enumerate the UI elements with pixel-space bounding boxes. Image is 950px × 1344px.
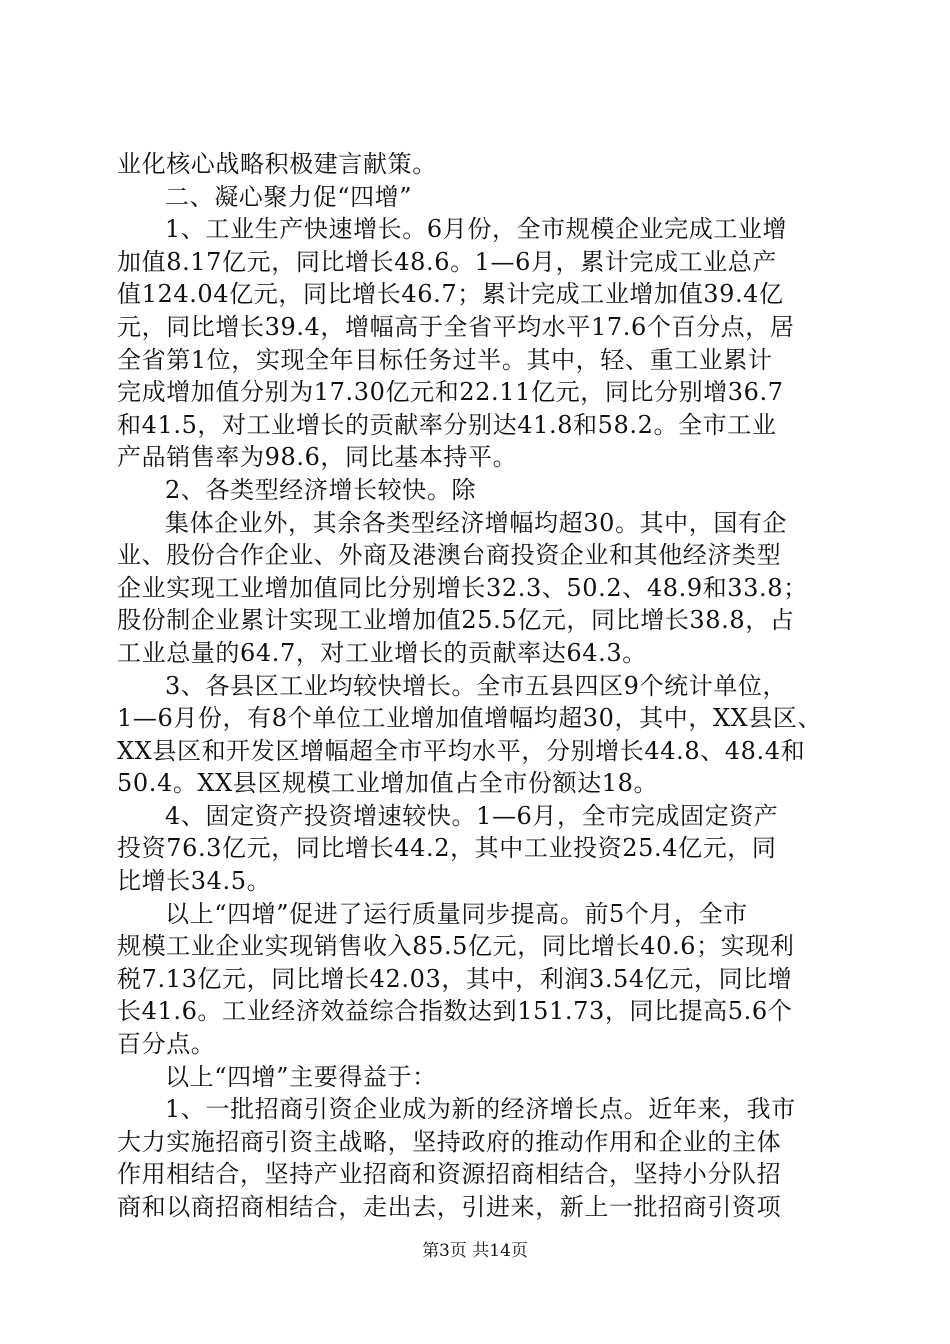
text-line: 全省第1位，实现全年目标任务过半。其中，轻、重工业累计 — [117, 345, 773, 374]
text-line: 商和以商招商相结合，走出去，引进来，新上一批招商引资项 — [117, 1193, 782, 1221]
section-heading: 二、凝心聚力促“四增” — [165, 182, 413, 211]
text-line: 3、各县区工业均较快增长。全市五县四区9个统计单位， — [165, 671, 788, 700]
text-line: 元，同比增长39.4，增幅高于全省平均水平17.6个百分点，居 — [117, 312, 795, 341]
text-line: 作用相结合，坚持产业招商和资源招商相结合，坚持小分队招 — [117, 1160, 782, 1189]
text-line: 50.4。XX县区规模工业增加值占全市份额达18。 — [117, 769, 659, 798]
text-line: 股份制企业累计实现工业增加值25.5亿元，同比增长38.8，占 — [117, 606, 795, 635]
page-number-footer: 第3页 共14页 — [422, 1241, 528, 1261]
text-line: 规模工业企业实现销售收入85.5亿元，同比增长40.6；实现利 — [117, 932, 795, 961]
text-line: 1、一批招商引资企业成为新的经济增长点。近年来，我市 — [165, 1095, 796, 1124]
text-line: 业化核心战略积极建言献策。 — [117, 150, 437, 178]
text-line: 税7.13亿元，同比增长42.03，其中，利润3.54亿元，同比增 — [117, 964, 793, 993]
text-line: 和41.5，对工业增长的贡献率分别达41.8和58.2。全市工业 — [117, 410, 777, 439]
text-line: 集体企业外，其余各类型经济增幅均超30。其中，国有企 — [165, 508, 788, 537]
text-line: 以上“四增”主要得益于： — [165, 1062, 437, 1091]
text-line: 1—6月份，有8个单位工业增加值增幅均超30，其中，XX县区、 — [117, 704, 823, 733]
text-line: 长41.6。工业经济效益综合指数达到151.73，同比提高5.6个 — [117, 997, 793, 1026]
text-line: 1、工业生产快速增长。6月份，全市规模企业完成工业增 — [165, 215, 788, 244]
text-line: 4、固定资产投资增速较快。1—6月，全市完成固定资产 — [165, 801, 779, 830]
text-line: 以上“四增”促进了运行质量同步提高。前5个月，全市 — [165, 899, 748, 928]
text-line: 工业总量的64.7，对工业增长的贡献率达64.3。 — [117, 638, 647, 667]
text-line: 大力实施招商引资主战略，坚持政府的推动作用和企业的主体 — [117, 1127, 782, 1156]
text-line: 2、各类型经济增长较快。除 — [165, 475, 477, 504]
text-line: 完成增加值分别为17.30亿元和22.11亿元，同比分别增36.7 — [117, 378, 784, 407]
text-line: 业、股份合作企业、外商及港澳台商投资企业和其他经济类型 — [117, 541, 782, 570]
text-line: 投资76.3亿元，同比增长44.2，其中工业投资25.4亿元，同 — [117, 834, 777, 863]
text-line: 比增长34.5。 — [117, 867, 272, 896]
text-line: 加值8.17亿元，同比增长48.6。1—6月，累计完成工业总产 — [117, 247, 778, 276]
text-line: 产品销售率为98.6，同比基本持平。 — [117, 443, 518, 472]
text-line: 企业实现工业增加值同比分别增长32.3、50.2、48.9和33.8； — [117, 573, 808, 602]
text-line: XX县区和开发区增幅超全市平均水平，分别增长44.8、48.4和 — [117, 736, 806, 765]
text-line: 值124.04亿元，同比增长46.7；累计完成工业增加值39.4亿 — [117, 280, 784, 309]
body-text — [117, 148, 837, 1224]
text-line: 百分点。 — [117, 1030, 216, 1059]
